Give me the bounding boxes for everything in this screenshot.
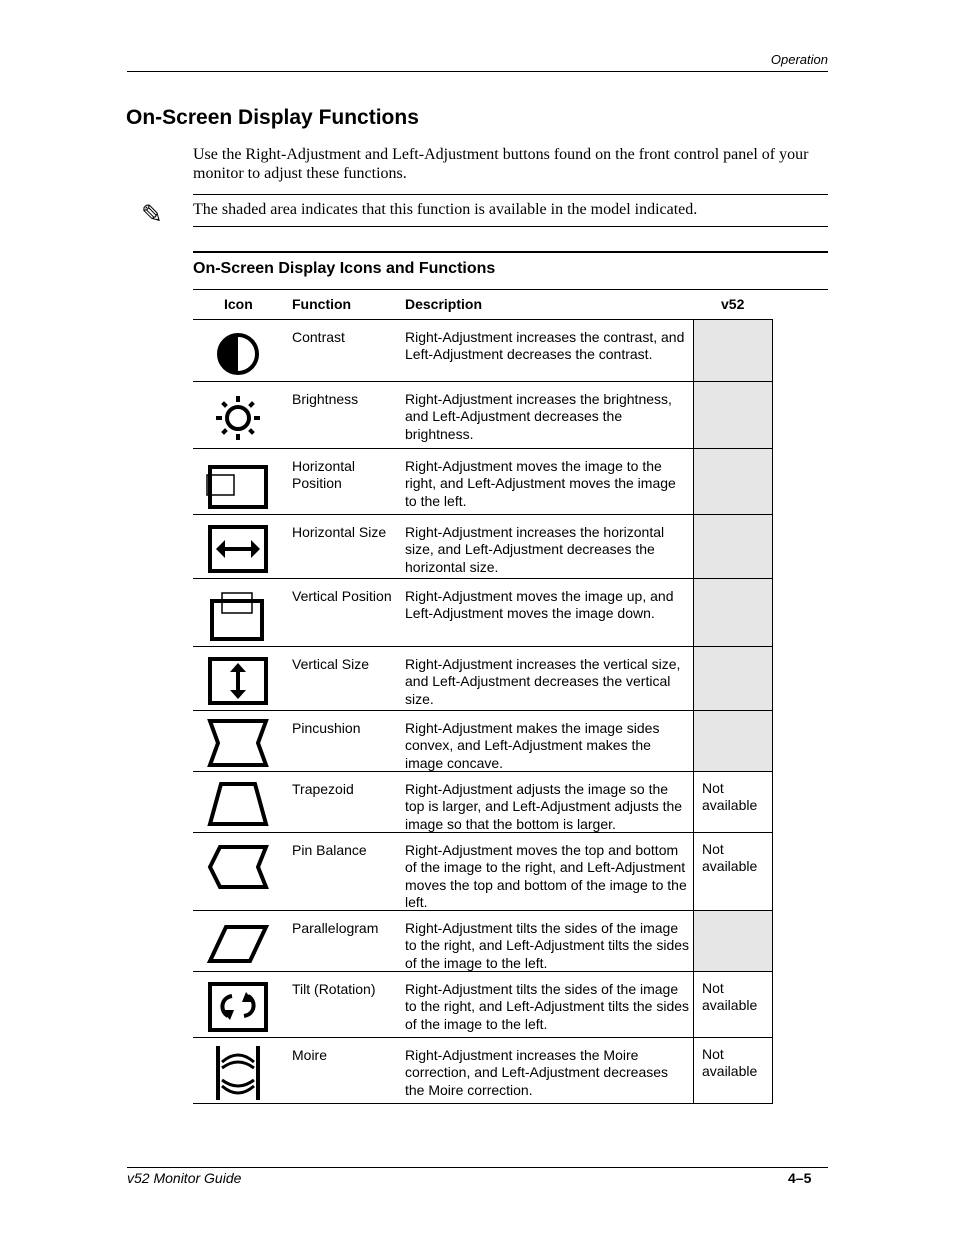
function-name: Vertical Size (292, 656, 370, 672)
function-description: Right-Adjustment increases the brightness, and Left-Adjustment decreases the brightness. (405, 391, 672, 442)
table-row (193, 319, 773, 381)
table-row (193, 910, 773, 971)
function-description: Right-Adjustment increases the contrast, and Left-Adjustment decreases the contrast. (405, 329, 685, 363)
availability-cell: Not available (693, 971, 773, 1038)
function-description: Right-Adjustment tilts the sides of the image to the right, and Left-Adjustment tilts the sides of the image to the left. (405, 981, 690, 1032)
function-name: Contrast (292, 329, 345, 345)
function-description: Right-Adjustment increases the vertical size, and Left-Adjustment decreases the vertical size. (405, 656, 681, 707)
pincushion-icon (206, 713, 276, 771)
function-name: Pincushion (292, 720, 361, 736)
function-name: Trapezoid (292, 781, 354, 797)
function-description: Right-Adjustment tilts the sides of the image to the right, and Left-Adjustment tilts the sides of the image to the left. (405, 920, 690, 971)
availability-cell (693, 710, 773, 772)
table-row (193, 448, 773, 514)
note-rule-top (193, 194, 828, 195)
table-row (193, 971, 773, 1037)
table-row (193, 578, 773, 646)
table-row (193, 646, 773, 710)
function-name: Pin Balance (292, 842, 367, 858)
section-rule (193, 251, 828, 253)
running-header: Operation (770, 52, 828, 67)
table-row (193, 771, 773, 832)
function-name: Brightness (292, 391, 359, 407)
column-header-model: v52 (721, 296, 745, 312)
intro-paragraph: Use the Right-Adjustment and Left-Adjustment buttons found on the front control panel of your monitor to adjust these functions. (193, 146, 809, 182)
moire-icon (206, 1042, 276, 1104)
vertical-size-icon (206, 651, 276, 711)
table-title: On-Screen Display Icons and Functions (193, 260, 496, 277)
table-header-rule (193, 289, 828, 290)
availability-cell (693, 910, 773, 972)
trapezoid-icon (206, 774, 276, 832)
availability-cell (693, 381, 773, 449)
vertical-position-icon (206, 583, 276, 645)
horizontal-size-icon (206, 519, 276, 579)
function-name: Horizontal Size (292, 524, 387, 540)
note-text: The shaded area indicates that this function is available in the model indicated. (193, 201, 698, 218)
function-description: Right-Adjustment moves the image up, and Left-Adjustment moves the image down. (405, 588, 674, 622)
function-description: Right-Adjustment makes the image sides convex, and Left-Adjustment makes the image concave. (405, 720, 660, 771)
contrast-icon (206, 324, 276, 380)
function-name: Moire (292, 1047, 328, 1063)
table-row (193, 381, 773, 448)
table-row (193, 832, 773, 910)
availability-cell: Not available (693, 771, 773, 833)
footer-rule (127, 1167, 828, 1168)
page-title: On-Screen Display Functions (126, 106, 419, 129)
parallelogram-icon (206, 913, 276, 971)
availability-cell (693, 448, 773, 515)
function-name: Tilt (Rotation) (292, 981, 376, 997)
page-number: 4–5 (788, 1170, 812, 1186)
table-bottom-rule (193, 1103, 773, 1104)
availability-cell (693, 578, 773, 647)
availability-cell (693, 319, 773, 382)
function-description: Right-Adjustment increases the horizontal size, and Left-Adjustment decreases the horizontal size. (405, 524, 665, 575)
table-row (193, 710, 773, 771)
table-row (193, 514, 773, 578)
availability-cell: Not available (693, 832, 773, 911)
tilt-rotation-icon (206, 976, 276, 1036)
column-header-function: Function (292, 296, 352, 312)
function-description: Right-Adjustment increases the Moire correction, and Left-Adjustment decreases the Moire correction. (405, 1047, 669, 1098)
pin-balance-icon (206, 837, 276, 895)
function-name: Horizontal Position (292, 458, 356, 491)
brightness-icon (206, 386, 276, 446)
header-rule (127, 71, 828, 72)
pencil-note-icon: ✎ (141, 200, 163, 230)
availability-cell (693, 646, 773, 711)
availability-cell: Not available (693, 1037, 773, 1104)
footer-guide-title: v52 Monitor Guide (127, 1170, 242, 1186)
horizontal-position-icon (206, 453, 276, 513)
column-header-description: Description (405, 296, 483, 312)
function-name: Parallelogram (292, 920, 379, 936)
table-row (193, 1037, 773, 1103)
function-description: Right-Adjustment moves the top and bottom of the image to the right, and Left-Adjustment moves the top and bottom of the image to the left. (405, 842, 687, 910)
availability-cell (693, 514, 773, 579)
function-description: Right-Adjustment adjusts the image so the top is larger, and Left-Adjustment adjusts the image so that the bottom is larger. (405, 781, 683, 832)
function-name: Vertical Position (292, 588, 392, 604)
note-rule-bottom (193, 226, 828, 227)
column-header-icon: Icon (224, 296, 253, 312)
function-description: Right-Adjustment moves the image to the right, and Left-Adjustment moves the image to the left. (405, 458, 676, 509)
